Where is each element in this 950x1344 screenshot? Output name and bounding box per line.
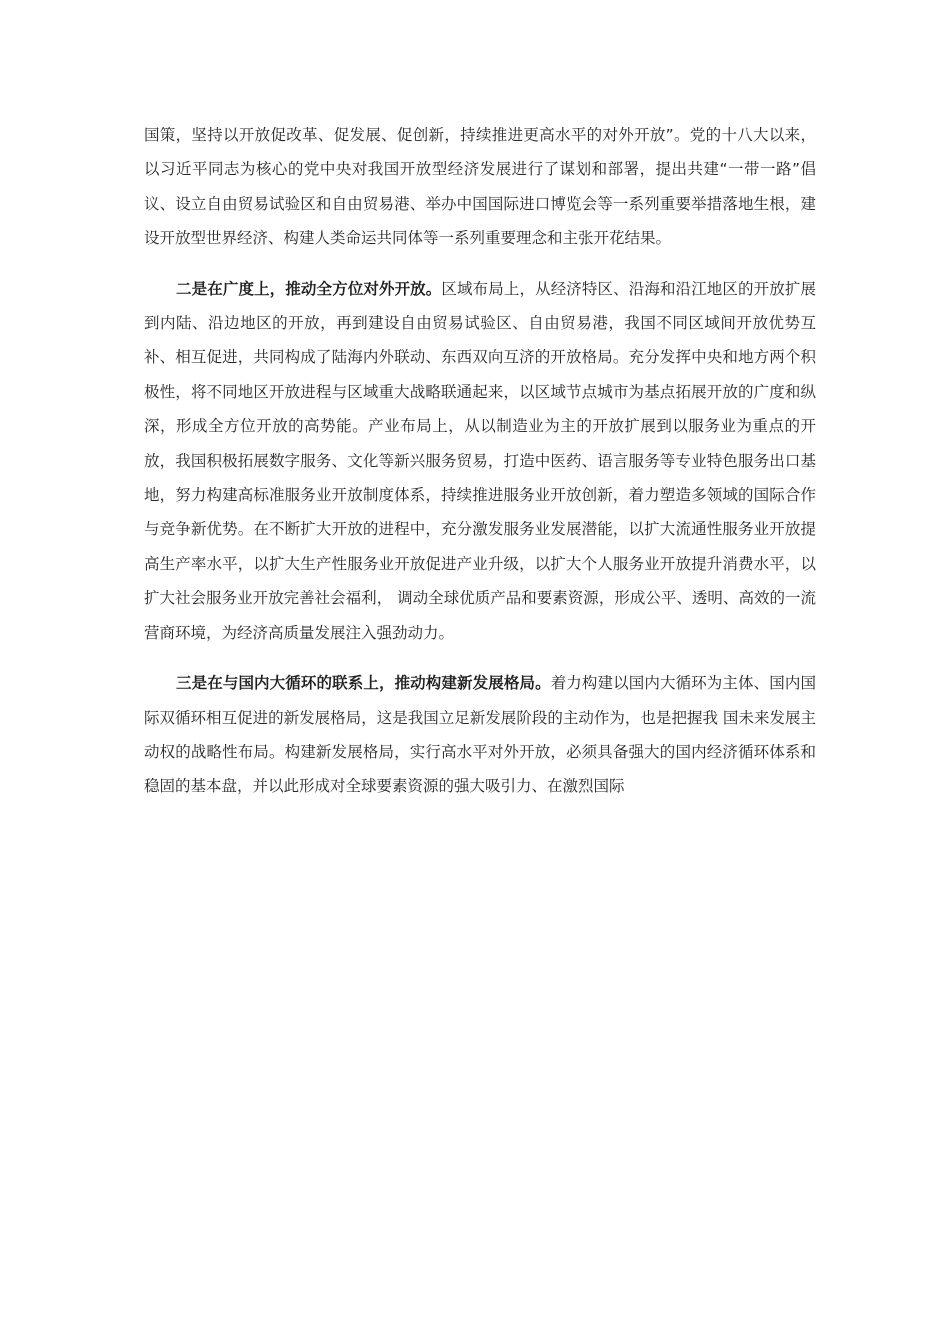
paragraph-1 xyxy=(144,118,816,256)
paragraph-2-text: 区域布局上，从经济特区、沿海和沿江地区的开放扩展到内陆、沿边地区的开放，再到建设自由贸易试验区、自由贸易港，我国不同区域间开放优势互补、相互促进，共同构成了陆海内外联动、东西双向互济的开放格局。充分发挥中央和地方两个积极性，将不同地区开放进程与区域重大战略联通起来，以区域节点城市为基点拓展开放的广度和纵深，形成全方位开放的高势能。产业布局上，从以制造业为主的开放扩展到以服务业为重点的开放，我国积极拓展数字服务、文化等新兴服务贸易，打造中医药、语言服务等专业特色服务出口基地，努力构建高标准服务业开放制度体系，持续推进服务业开放创新，着力塑造多领域的国际合作与竞争新优势。在不断扩大开放的进程中，充分激发服务业发展潜能，以扩大流通性服务业开放提高生产率水平，以扩大生产性服务业开放促进产业升级，以扩大个人服务业开放提升消费水平，以扩大社会服务业开放完善社会福利， 调动全球优质产品和要素资源，形成公平、透明、高效的一流营商环境，为经济高质量发展注入强劲动力。 xyxy=(144,279,816,642)
paragraph-2 xyxy=(144,272,816,650)
paragraph-3-lead: 三是在与国内大循环的联系上，推动构建新发展格局。 xyxy=(176,674,551,693)
paragraph-3 xyxy=(144,666,816,804)
paragraph-3-text: 着力构建以国内大循环为主体、国内国际双循环相互促进的新发展格局，这是我国立足新发展阶段的主动作为，也是把握我 国未来发展主动权的战略性布局。构建新发展格局，实行高水平对外开放，必须具备强大的国内经济循环体系和稳固的基本盘，并以此形成对全球要素资源的强大吸引力、在激烈国际 xyxy=(144,674,816,796)
document-body xyxy=(144,118,816,804)
paragraph-1-text: 国策，坚持以开放促改革、促发展、促创新，持续推进更高水平的对外开放”。党的十八大以来，以习近平同志为核心的党中央对我国开放型经济发展进行了谋划和部署，提出共建“一带一路”倡议、设立自由贸易试验区和自由贸易港、举办中国国际进口博览会等一系列重要举措落地生根，建设开放型世界经济、构建人类命运共同体等一系列重要理念和主张开花结果。 xyxy=(144,126,816,248)
paragraph-2-lead: 二是在广度上，推动全方位对外开放。 xyxy=(176,279,442,298)
